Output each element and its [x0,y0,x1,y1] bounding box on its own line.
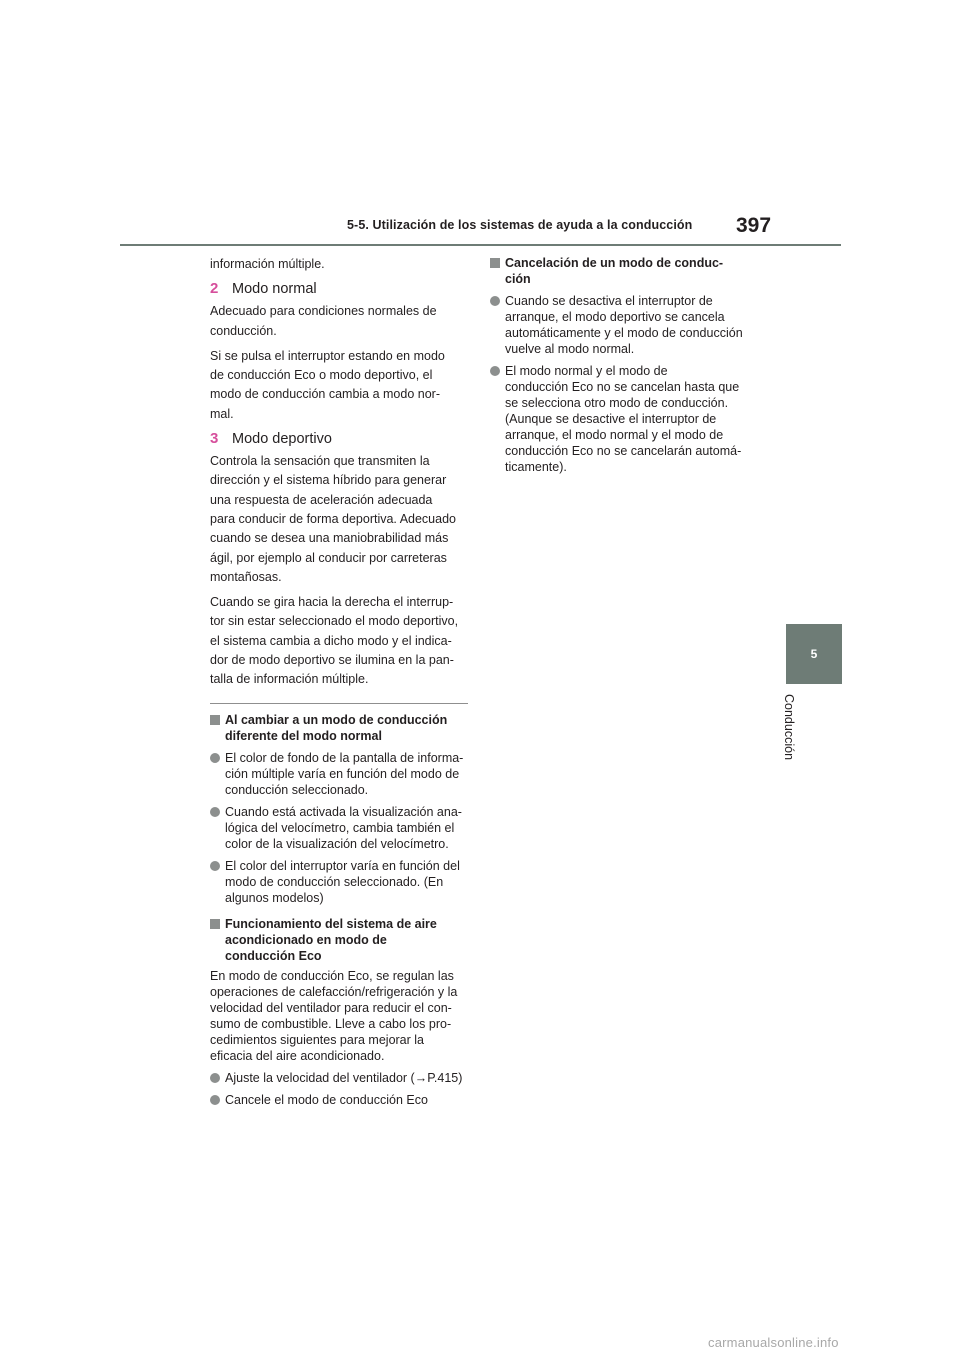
item-3-title: Modo deportivo [232,431,332,448]
bullet-text: El modo normal y el modo de conducción Eco no se cancelan hasta que se selecciona otro modo de conducción. (Aunque se desactive el interruptor de arranque, el modo normal y el modo de conducción Eco no se cancelarán automá- ticamente). [505,364,742,474]
section-title: Al cambiar a un modo de conducción diferente del modo normal [225,712,448,743]
item-2-number: 2 [210,280,219,298]
item-3-number: 3 [210,430,219,448]
bullet-text: El color del interruptor varía en función del modo de conducción seleccionado. (En algunos modelos) [225,858,460,905]
bullet-item [210,1070,472,1086]
text-line: de conducción Eco o modo deportivo, el [210,368,433,383]
header-title: 5-5. Utilización de los sistemas de ayuda a la conducción [347,218,693,232]
left-column [210,255,472,1108]
text-line: Adecuado para condiciones normales de [210,304,437,319]
paragraph [210,302,472,341]
circle-bullet-icon [210,807,220,817]
text-line: ágil, por ejemplo al conducir por carreteras [210,550,447,565]
text-line: una respuesta de aceleración adecuada [210,492,433,507]
bullet-item [210,750,472,798]
square-bullet-icon [210,715,220,725]
paragraph [210,452,472,587]
bullet-item [490,363,752,475]
paragraph: En modo de conducción Eco, se regulan las operaciones de calefacción/refrigeración y la velocidad del ventilador para reducir el con- sumo de combustible. Lleve a cabo los pro- cedimientos siguientes para mejorar la eficacia del aire acondicionado. [210,968,458,1063]
bullet-text: Cancele el modo de conducción Eco [225,1092,428,1107]
right-column [490,255,752,475]
circle-bullet-icon [210,1073,220,1083]
circle-bullet-icon [210,861,220,871]
watermark: carmanualsonline.info [708,1335,839,1350]
section-heading [210,916,472,964]
section-title: Funcionamiento del sistema de aire acondicionado en modo de conducción Eco [225,916,437,963]
bullet-text: Cuando se desactiva el interruptor de arranque, el modo deportivo se cancela automáticamente y el modo de conducción vuelve al modo normal. [505,294,743,356]
bullet-item [210,1092,472,1108]
bullet-text: Cuando está activada la visualización ana- lógica del velocímetro, cambia también el color de la visualización del velocímetro. [225,804,462,851]
text-line: montañosas. [210,569,282,584]
circle-bullet-icon [490,366,500,376]
text-line: tor sin estar seleccionado el modo deportivo, [210,614,459,629]
section-heading [490,255,752,287]
text-line: el sistema cambia a dicho modo y el indica- [210,633,452,648]
bullet-text[interactable]: Ajuste la velocidad del ventilador (→P.415) [225,1070,463,1085]
intro-text: información múltiple. [210,257,325,271]
text-line: cuando se desea una maniobrabilidad más [210,531,449,546]
paragraph [210,593,472,689]
square-bullet-icon [490,258,500,268]
bullet-text: El color de fondo de la pantalla de informa- ción múltiple varía en función del modo de conducción seleccionado. [225,750,464,797]
section-heading [210,712,472,744]
circle-bullet-icon [210,753,220,763]
text-line: modo de conducción cambia a modo nor- [210,387,440,402]
item-2-heading [210,280,472,297]
text-line: talla de información múltiple. [210,672,369,687]
circle-bullet-icon [490,296,500,306]
text-line: Controla la sensación que transmiten la [210,454,430,469]
text-line: conducción. [210,323,277,338]
text-line: Si se pulsa el interruptor estando en modo [210,348,445,363]
section-divider [210,703,468,704]
square-bullet-icon [210,919,220,929]
text-line: dirección y el sistema híbrido para generar [210,473,447,488]
bullet-item [490,293,752,357]
item-3-heading [210,430,472,447]
text-line: Cuando se gira hacia la derecha el interrup- [210,595,454,610]
circle-bullet-icon [210,1095,220,1105]
text-line: para conducir de forma deportiva. Adecuado [210,511,456,526]
chapter-tab[interactable]: 5 [786,624,842,684]
bullet-item [210,804,472,852]
paragraph [210,347,472,424]
page-number: 397 [736,214,772,237]
chapter-label: Conducción [782,694,796,761]
section-title: Cancelación de un modo de conduc- ción [505,256,724,286]
bullet-item [210,858,472,906]
text-line: mal. [210,406,234,421]
item-2-title: Modo normal [232,281,317,298]
text-line: dor de modo deportivo se ilumina en la pan- [210,653,454,668]
header-rule [120,244,841,246]
